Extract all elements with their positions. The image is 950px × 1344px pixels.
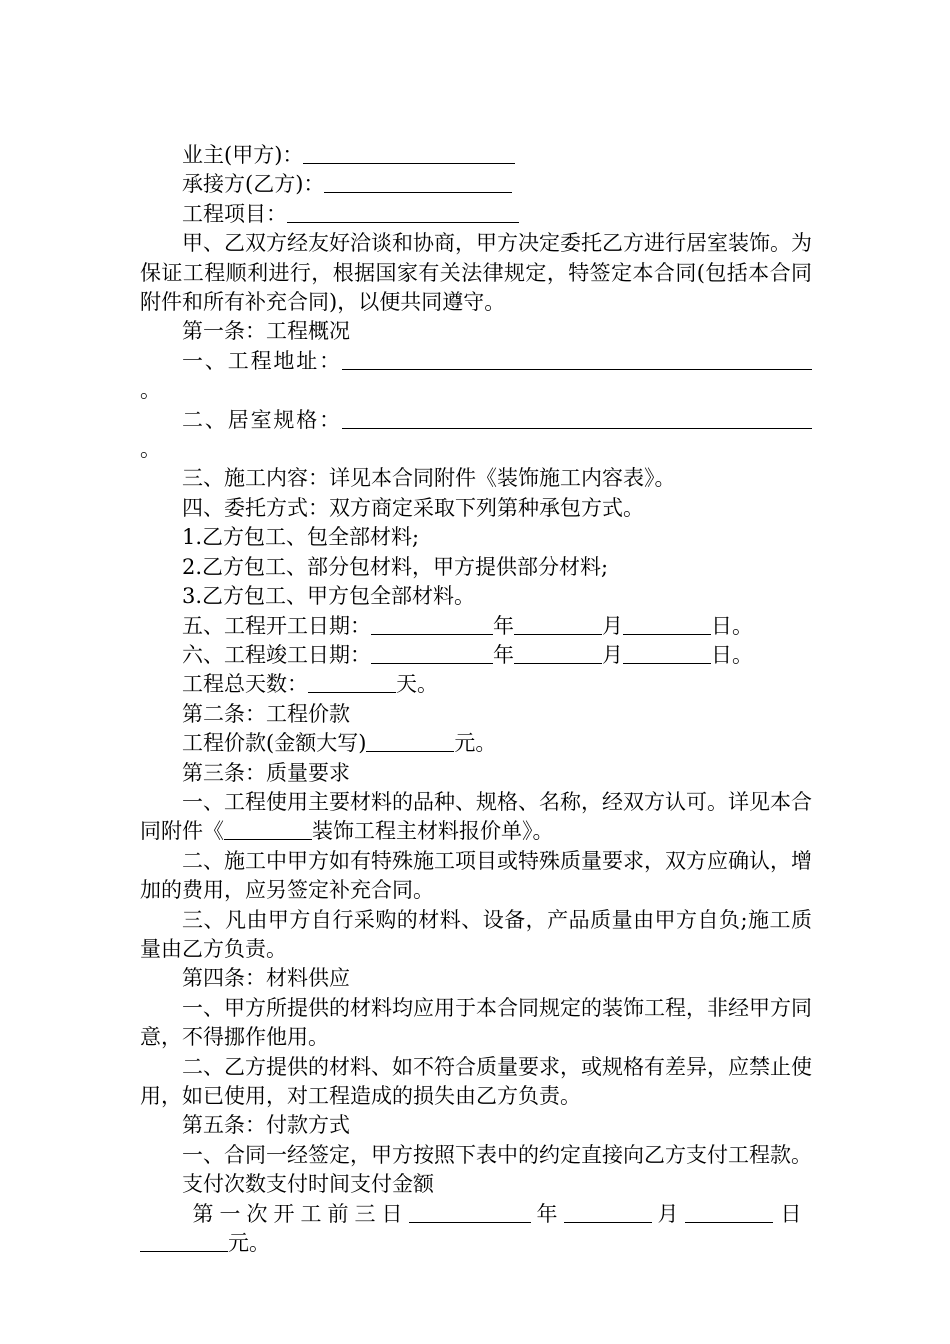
start-date-field bbox=[140, 612, 812, 641]
end-label: 六、工程竣工日期： bbox=[182, 642, 371, 667]
spec-end: 。 bbox=[140, 437, 161, 462]
article-5-title: 第五条：付款方式 bbox=[182, 1113, 350, 1138]
contractor-blank[interactable] bbox=[324, 172, 512, 193]
contractor-label: 承接方(乙方)： bbox=[182, 172, 325, 197]
payment-amount-line bbox=[140, 1229, 812, 1258]
article-3-item-1-text-b: 装饰工程主材料报价单》。 bbox=[312, 819, 554, 844]
price-unit: 元。 bbox=[454, 731, 497, 756]
spec-label: 二、居室规格： bbox=[182, 407, 342, 432]
price-field bbox=[140, 729, 812, 758]
article-3-item-3: 三、凡由甲方自行采购的材料、设备，产品质量由甲方自负;施工质量由乙方负责。 bbox=[140, 907, 812, 961]
article-4-item-2: 二、乙方提供的材料、如不符合质量要求，或规格有差异，应禁止使用，如已使用，对工程造成的损失由乙方负责。 bbox=[140, 1054, 812, 1108]
owner-blank[interactable] bbox=[303, 143, 515, 164]
address-label: 一、工程地址： bbox=[182, 348, 342, 373]
intro-paragraph: 甲、乙双方经友好洽谈和协商，甲方决定委托乙方进行居室装饰。为保证工程顺利进行，根据国家有关法律规定，特签定本合同(包括本合同附件和所有补充合同)，以便共同遵守。 bbox=[140, 231, 812, 315]
payment-row-1-label: 第一次开工前三日 bbox=[192, 1201, 409, 1226]
total-days-field bbox=[140, 670, 812, 699]
payment-day-blank[interactable] bbox=[685, 1202, 773, 1223]
payment-month-blank[interactable] bbox=[564, 1202, 652, 1223]
end-month-unit: 月 bbox=[602, 642, 623, 667]
payment-table-header: 支付次数支付时间支付金额 bbox=[182, 1172, 434, 1197]
spec-blank[interactable] bbox=[342, 408, 812, 429]
project-label: 工程项目： bbox=[182, 201, 287, 226]
article-5-item-1: 一、合同一经签定，甲方按照下表中的约定直接向乙方支付工程款。 bbox=[182, 1142, 812, 1167]
article-3-item-1 bbox=[140, 788, 812, 847]
owner-field bbox=[140, 141, 812, 170]
method-line: 四、委托方式：双方商定采取下列第种承包方式。 bbox=[182, 495, 644, 520]
article-4-title: 第四条：材料供应 bbox=[182, 966, 350, 991]
spec-field bbox=[140, 406, 812, 465]
address-field bbox=[140, 347, 812, 406]
start-label: 五、工程开工日期： bbox=[182, 613, 371, 638]
option-2: 2.乙方包工、部分包材料，甲方提供部分材料; bbox=[182, 554, 609, 579]
content-line: 三、施工内容：详见本合同附件《装饰施工内容表》。 bbox=[182, 466, 676, 491]
payment-year-blank[interactable] bbox=[409, 1202, 531, 1223]
price-label: 工程价款(金额大写) bbox=[182, 731, 367, 756]
article-3-title: 第三条：质量要求 bbox=[182, 760, 350, 785]
start-year-unit: 年 bbox=[493, 613, 514, 638]
end-year-blank[interactable] bbox=[371, 643, 493, 664]
end-day-unit: 日。 bbox=[711, 642, 753, 667]
article-4-item-1: 一、甲方所提供的材料均应用于本合同规定的装饰工程，非经甲方同意，不得挪作他用。 bbox=[140, 995, 812, 1050]
payment-month-unit: 月 bbox=[657, 1201, 685, 1226]
payment-day-unit: 日 bbox=[780, 1201, 802, 1226]
price-blank[interactable] bbox=[366, 731, 454, 752]
end-day-blank[interactable] bbox=[623, 643, 711, 664]
start-month-blank[interactable] bbox=[514, 614, 602, 635]
owner-label: 业主(甲方)： bbox=[182, 143, 304, 167]
start-month-unit: 月 bbox=[602, 613, 623, 638]
days-label: 工程总天数： bbox=[182, 672, 308, 697]
article-2-title: 第二条：工程价款 bbox=[182, 701, 350, 726]
address-end: 。 bbox=[140, 378, 161, 403]
project-field bbox=[140, 200, 812, 229]
payment-amount-blank[interactable] bbox=[140, 1231, 228, 1252]
days-unit: 天。 bbox=[396, 672, 438, 697]
start-year-blank[interactable] bbox=[371, 614, 493, 635]
address-blank[interactable] bbox=[342, 349, 812, 370]
payment-amount-unit: 元。 bbox=[228, 1231, 270, 1256]
end-month-blank[interactable] bbox=[514, 643, 602, 664]
contract-body bbox=[140, 141, 812, 1258]
quote-name-blank[interactable] bbox=[224, 819, 312, 840]
payment-year-unit: 年 bbox=[536, 1201, 564, 1226]
end-year-unit: 年 bbox=[493, 642, 514, 667]
payment-row-1 bbox=[140, 1200, 812, 1229]
article-3-item-1-text-a: 一、工程使用主要材料的品种、规格、名称，经双方认可。详见本合同附件《 bbox=[140, 789, 812, 844]
article-3-item-2: 二、施工中甲方如有特殊施工项目或特殊质量要求，双方应确认，增加的费用，应另签定补充合同。 bbox=[140, 848, 812, 903]
option-3: 3.乙方包工、甲方包全部材料。 bbox=[182, 584, 476, 609]
days-blank[interactable] bbox=[308, 672, 396, 693]
project-blank[interactable] bbox=[287, 202, 519, 223]
end-date-field bbox=[140, 641, 812, 670]
contractor-field bbox=[140, 170, 812, 199]
option-1: 1.乙方包工、包全部材料; bbox=[182, 525, 420, 550]
article-1-title: 第一条：工程概况 bbox=[182, 319, 350, 344]
start-day-unit: 日。 bbox=[711, 613, 753, 638]
start-day-blank[interactable] bbox=[623, 614, 711, 635]
